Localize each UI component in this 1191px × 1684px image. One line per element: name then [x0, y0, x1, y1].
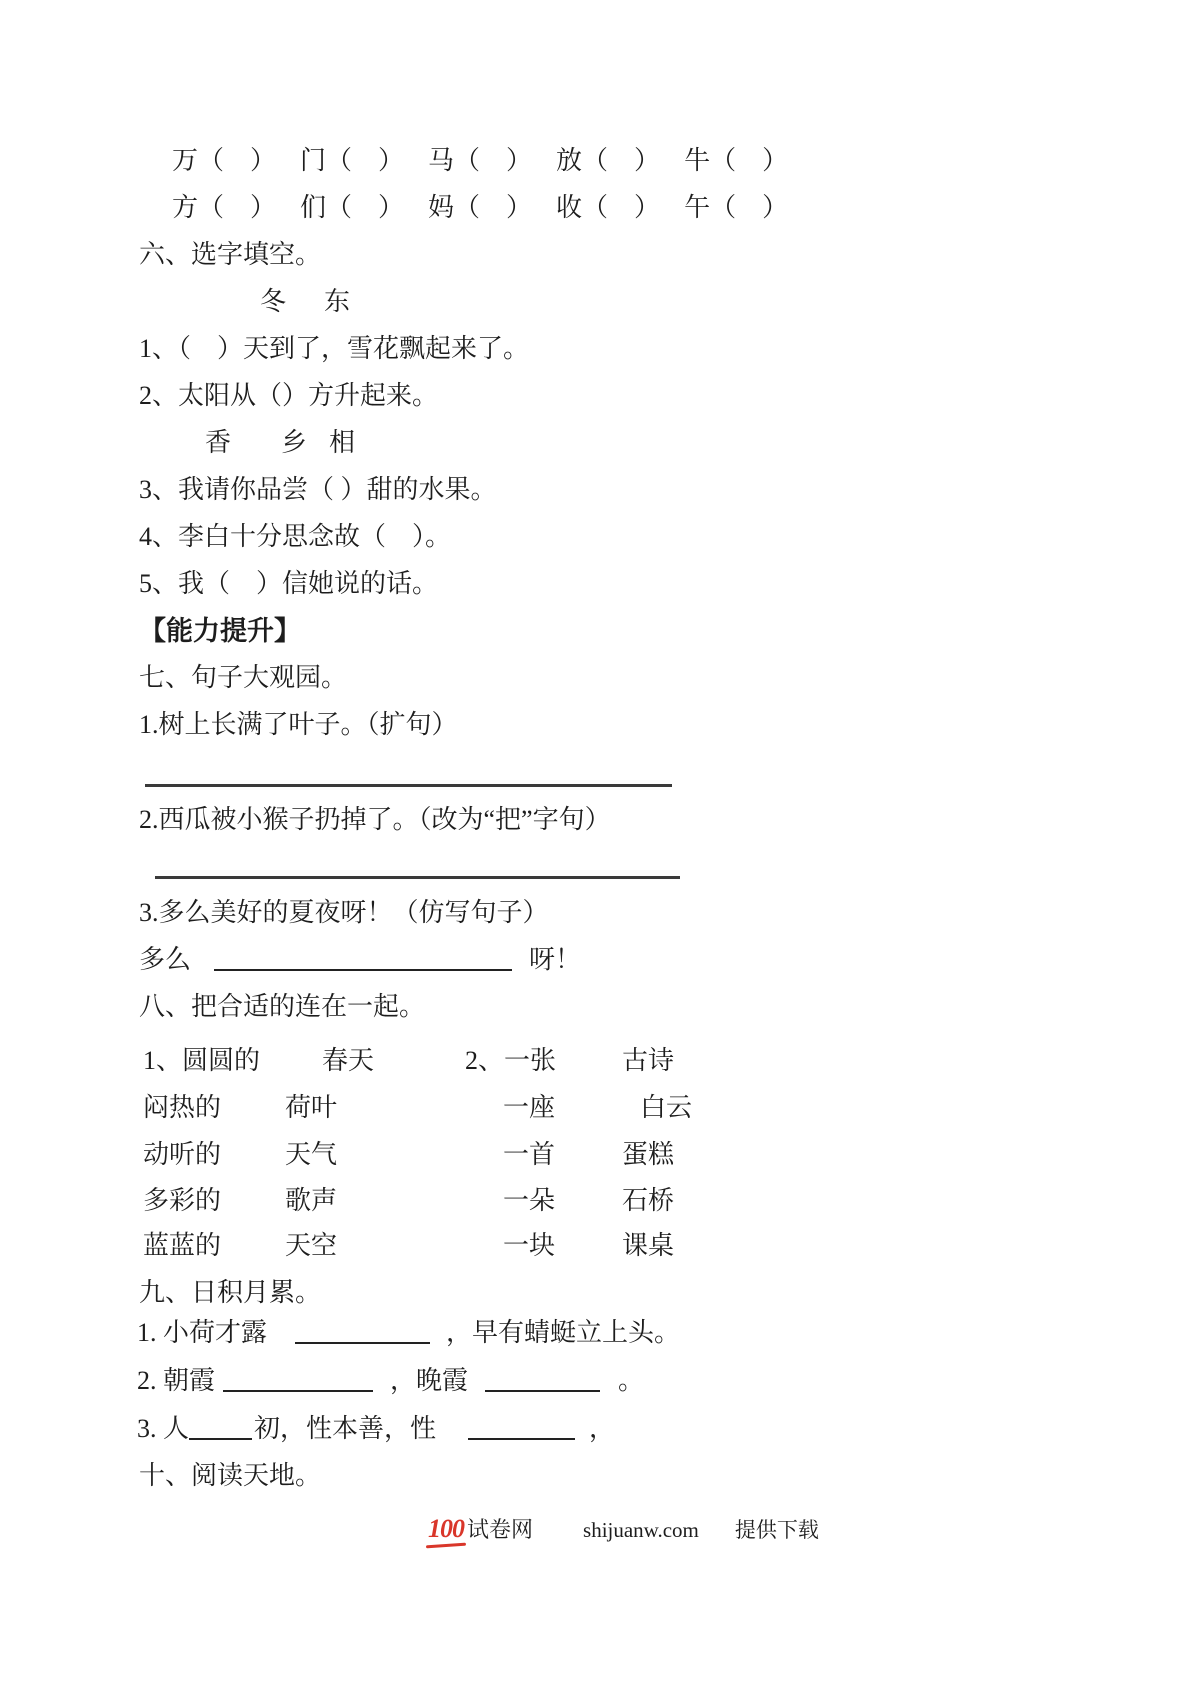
match-right-word: 一块 [503, 1231, 556, 1260]
answer-line-with-blank [137, 1364, 644, 1398]
answer-prefix: 多么 [139, 945, 192, 974]
match-row [143, 1091, 692, 1125]
match-left-word: 闷热的 [143, 1093, 222, 1122]
paren-group: 方（ ） [172, 193, 277, 222]
answer-blank [295, 1324, 430, 1344]
answer-blank [223, 1372, 373, 1392]
question-line: 5、我（ ）信她说的话。 [139, 569, 439, 598]
answer-line-with-blank [139, 943, 581, 977]
answer-line-with-blank [137, 1412, 615, 1446]
footer [428, 1512, 819, 1547]
answer-prefix: 2. 朝霞 [137, 1366, 216, 1395]
question-line: 1、（ ）天到了，雪花飘起来了。 [139, 334, 530, 363]
match-right-target: 白云 [640, 1093, 693, 1122]
question-line: 1.树上长满了叶子。（扩句） [139, 710, 458, 739]
paren-group: 马（ ） [428, 146, 533, 175]
choice-character: 冬 [260, 287, 287, 316]
paren-group: 牛（ ） [684, 146, 789, 175]
character-choices [260, 285, 350, 319]
match-left-target: 荷叶 [285, 1093, 338, 1122]
section-seven-title: 七、句子大观园。 [139, 663, 348, 692]
match-left-target: 天气 [285, 1140, 338, 1169]
question-line: 2.西瓜被小猴子扔掉了。（改为“把”字句） [139, 805, 611, 834]
answer-middle: 初，性本善，性 [254, 1414, 437, 1443]
match-right-target: 课桌 [622, 1231, 675, 1260]
logo-number: 100 [428, 1514, 464, 1543]
match-left-target: 天空 [285, 1231, 338, 1260]
paren-fill-row [172, 191, 788, 225]
answer-blank [214, 951, 512, 971]
logo-underline-swoosh [426, 1543, 466, 1549]
match-right-word: 一朵 [503, 1186, 556, 1215]
answer-blank [485, 1372, 600, 1392]
answer-line-with-blank [137, 1316, 680, 1350]
answer-prefix: 3. 人 [137, 1414, 190, 1443]
match-right-target: 蛋糕 [622, 1140, 675, 1169]
choice-character: 东 [324, 287, 351, 316]
footer-download-note: 提供下载 [734, 1518, 819, 1542]
match-right-word: 2、一张 [465, 1046, 557, 1075]
answer-suffix: 呀！ [529, 945, 582, 974]
section-nine-title: 九、日积月累。 [139, 1278, 322, 1307]
paren-group: 午（ ） [684, 193, 789, 222]
question-line: 4、李白十分思念故（ ）。 [139, 522, 452, 551]
paren-group: 妈（ ） [428, 193, 533, 222]
answer-rule-line [155, 876, 680, 879]
match-right-word: 一首 [503, 1140, 556, 1169]
match-row [143, 1138, 674, 1172]
paren-group: 门（ ） [300, 146, 405, 175]
answer-suffix: 。 [618, 1366, 645, 1395]
choice-character: 相 [329, 428, 356, 457]
answer-suffix: ，早有蜻蜓立上头。 [446, 1318, 681, 1347]
match-left-word: 动听的 [143, 1140, 222, 1169]
match-row [143, 1184, 674, 1218]
logo-site-name: 试卷网 [467, 1517, 534, 1542]
section-six-title: 六、选字填空。 [139, 240, 322, 269]
answer-prefix: 1. 小荷才露 [137, 1318, 268, 1347]
answer-suffix: ， [589, 1414, 616, 1443]
paren-group: 万（ ） [172, 146, 277, 175]
match-right-word: 一座 [503, 1093, 556, 1122]
answer-rule-line [145, 784, 672, 787]
match-left-word: 多彩的 [143, 1186, 222, 1215]
match-left-target: 歌声 [285, 1186, 338, 1215]
choice-character: 乡 [281, 428, 308, 457]
footer-site-url: shijuanw.com [583, 1518, 699, 1542]
shijuanw-logo [428, 1512, 464, 1546]
paren-group: 们（ ） [300, 193, 405, 222]
match-left-word: 蓝蓝的 [143, 1231, 222, 1260]
question-line: 2、太阳从（）方升起来。 [139, 381, 439, 410]
question-line: 3、我请你品尝（ ）甜的水果。 [139, 475, 497, 504]
match-row [143, 1044, 674, 1078]
match-right-target: 古诗 [622, 1046, 675, 1075]
character-choices [205, 426, 355, 460]
section-ten-title: 十、阅读天地。 [139, 1461, 322, 1490]
ability-section-banner: 【能力提升】 [139, 616, 301, 646]
paren-group: 收（ ） [556, 193, 661, 222]
answer-middle: ，晚霞 [390, 1366, 469, 1395]
section-eight-title: 八、把合适的连在一起。 [139, 992, 426, 1021]
answer-blank [468, 1420, 575, 1440]
answer-blank [189, 1420, 252, 1440]
paren-fill-row [172, 144, 788, 178]
paren-group: 放（ ） [556, 146, 661, 175]
match-left-target: 春天 [322, 1046, 375, 1075]
match-row [143, 1229, 674, 1263]
match-left-word: 1、圆圆的 [143, 1046, 261, 1075]
match-right-target: 石桥 [622, 1186, 675, 1215]
choice-character: 香 [205, 428, 232, 457]
question-line: 3.多么美好的夏夜呀！（仿写句子） [139, 898, 549, 927]
